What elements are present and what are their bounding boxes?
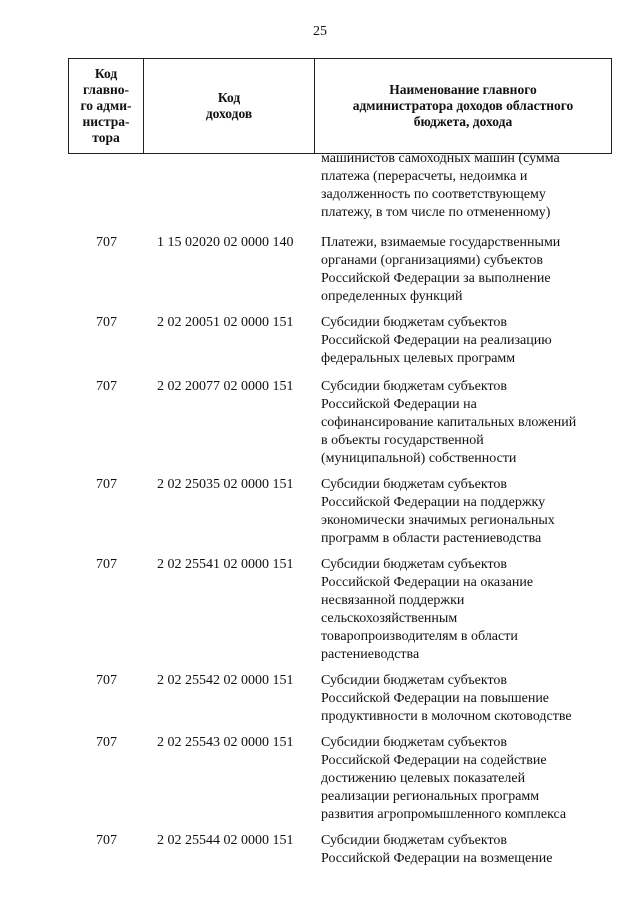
admin-code-cell: 707 [96, 673, 117, 688]
income-code-cell: 2 02 20077 02 0000 151 [157, 379, 294, 394]
income-name-cell: Субсидии бюджетам субъектов Российской Федерации на поддержку экономически значимых региональных программ в области растениеводства [321, 477, 555, 546]
income-name-cell: Субсидии бюджетам субъектов Российской Федерации на повышение продуктивности в молочном скотоводстве [321, 673, 572, 724]
table-header [68, 58, 612, 154]
admin-code-cell: 707 [96, 557, 117, 572]
table-row [0, 378, 640, 468]
admin-code-cell: 707 [96, 833, 117, 848]
table-row [0, 672, 640, 726]
income-name-cell: Субсидии бюджетам субъектов Российской Федерации на возмещение [321, 833, 553, 866]
income-code-cell: 2 02 25543 02 0000 151 [157, 735, 294, 750]
income-code-cell: 2 02 25544 02 0000 151 [157, 833, 294, 848]
income-name-cell: Субсидии бюджетам субъектов Российской Федерации на софинансирование капитальных вложений в объекты государственной (муниципальной) собственности [321, 379, 577, 466]
table-row [0, 234, 640, 306]
admin-code-cell [0, 150, 143, 222]
admin-code-cell: 707 [96, 379, 117, 394]
header-admin-code: Код главно- го адми- нистра- тора [69, 59, 144, 153]
income-name-cell: Субсидии бюджетам субъектов Российской Федерации на оказание несвязанной поддержки сельскохозяйственным товаропроизводителям в области растениеводства [321, 557, 534, 662]
table-row [0, 832, 640, 868]
table-row [0, 556, 640, 664]
admin-code-cell: 707 [96, 235, 117, 250]
header-administrator-name: Наименование главного администратора доходов областного бюджета, дохода [352, 82, 574, 129]
admin-code-cell: 707 [96, 735, 117, 750]
table-row [0, 314, 640, 368]
income-name-cell: машинистов самоходных машин (сумма платежа (перерасчеты, недоимка и задолженность по соответствующему платежу, в том числе по отмененному) [321, 151, 560, 220]
income-code-cell: 2 02 20051 02 0000 151 [157, 315, 294, 330]
income-code-cell: 2 02 25541 02 0000 151 [157, 557, 294, 572]
income-name-cell: Платежи, взимаемые государственными органами (организациями) субъектов Российской Федерации за выполнение определенных функций [321, 235, 561, 304]
income-code-cell: 1 15 02020 02 0000 140 [157, 235, 294, 250]
income-code-cell: 2 02 25035 02 0000 151 [157, 477, 294, 492]
table-body [0, 150, 640, 868]
table-row [0, 476, 640, 548]
table-row [0, 734, 640, 824]
header-income-code: Код доходов [144, 59, 315, 153]
income-code-cell [143, 150, 321, 222]
admin-code-cell: 707 [96, 315, 117, 330]
page-number: 25 [313, 24, 327, 39]
income-name-cell: Субсидии бюджетам субъектов Российской Федерации на содействие достижению целевых показателей реализации региональных программ развития агропромышленного комплекса [321, 735, 567, 822]
admin-code-cell: 707 [96, 477, 117, 492]
income-code-cell: 2 02 25542 02 0000 151 [157, 673, 294, 688]
table-row [0, 150, 640, 222]
income-name-cell: Субсидии бюджетам субъектов Российской Федерации на реализацию федеральных целевых программ [321, 315, 552, 366]
